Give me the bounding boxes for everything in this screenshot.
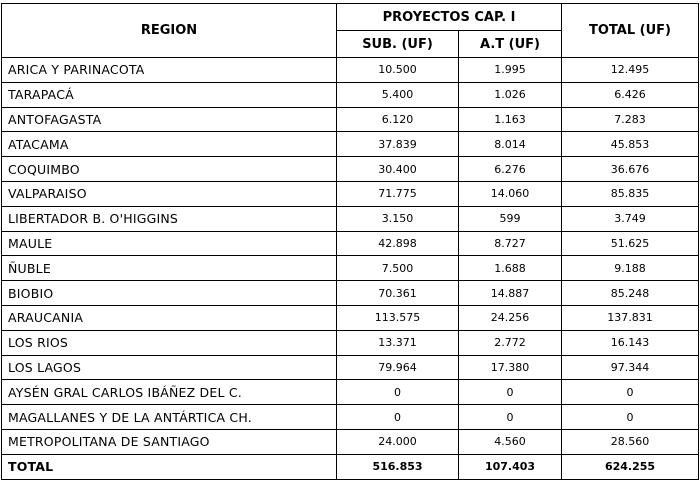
region-cell: VALPARAISO	[2, 181, 337, 206]
at-cell: 1.995	[459, 58, 562, 83]
total-cell: 12.495	[562, 58, 699, 83]
region-cell: ATACAMA	[2, 132, 337, 157]
total-cell: 9.188	[562, 256, 699, 281]
at-cell: 0	[459, 380, 562, 405]
region-cell: BIOBIO	[2, 281, 337, 306]
at-cell: 2.772	[459, 330, 562, 355]
header-region: REGION	[2, 4, 337, 58]
region-cell: TARAPACÁ	[2, 82, 337, 107]
region-cell: METROPOLITANA DE SANTIAGO	[2, 429, 337, 454]
header-proyectos-group: PROYECTOS CAP. I	[337, 4, 562, 31]
sub-cell: 79.964	[337, 355, 459, 380]
at-cell: 17.380	[459, 355, 562, 380]
header-total: TOTAL (UF)	[562, 4, 699, 58]
header-at: A.T (UF)	[459, 31, 562, 58]
sub-cell: 0	[337, 405, 459, 430]
total-cell: 85.835	[562, 181, 699, 206]
sub-cell: 0	[337, 380, 459, 405]
at-cell: 599	[459, 206, 562, 231]
sub-cell: 70.361	[337, 281, 459, 306]
sub-cell: 6.120	[337, 107, 459, 132]
sub-cell: 42.898	[337, 231, 459, 256]
table-body	[2, 58, 699, 480]
at-cell: 0	[459, 405, 562, 430]
region-cell: ARAUCANIA	[2, 305, 337, 330]
sub-cell: 516.853	[337, 454, 459, 479]
total-cell: 7.283	[562, 107, 699, 132]
sub-cell: 3.150	[337, 206, 459, 231]
total-cell: 6.426	[562, 82, 699, 107]
total-row	[2, 454, 699, 479]
sub-cell: 30.400	[337, 157, 459, 182]
at-cell: 6.276	[459, 157, 562, 182]
region-cell: LOS RIOS	[2, 330, 337, 355]
total-cell: 16.143	[562, 330, 699, 355]
at-cell: 14.060	[459, 181, 562, 206]
total-cell: 0	[562, 380, 699, 405]
at-cell: 8.727	[459, 231, 562, 256]
table-row	[2, 330, 699, 355]
table-row	[2, 256, 699, 281]
at-cell: 1.688	[459, 256, 562, 281]
table-row	[2, 231, 699, 256]
sub-cell: 113.575	[337, 305, 459, 330]
total-cell: 36.676	[562, 157, 699, 182]
total-cell: 51.625	[562, 231, 699, 256]
total-cell: 3.749	[562, 206, 699, 231]
sub-cell: 13.371	[337, 330, 459, 355]
sub-cell: 7.500	[337, 256, 459, 281]
region-cell: LIBERTADOR B. O'HIGGINS	[2, 206, 337, 231]
region-cell: COQUIMBO	[2, 157, 337, 182]
table-row	[2, 281, 699, 306]
region-cell: MAGALLANES Y DE LA ANTÁRTICA CH.	[2, 405, 337, 430]
table-row	[2, 181, 699, 206]
total-cell: 137.831	[562, 305, 699, 330]
region-cell: MAULE	[2, 231, 337, 256]
at-cell: 1.026	[459, 82, 562, 107]
table-row	[2, 429, 699, 454]
sub-cell: 5.400	[337, 82, 459, 107]
total-cell: 624.255	[562, 454, 699, 479]
table-row	[2, 405, 699, 430]
sub-cell: 24.000	[337, 429, 459, 454]
table-row	[2, 157, 699, 182]
total-cell: 0	[562, 405, 699, 430]
region-cell: AYSÉN GRAL CARLOS IBÁÑEZ DEL C.	[2, 380, 337, 405]
sub-cell: 10.500	[337, 58, 459, 83]
table-row	[2, 132, 699, 157]
table-row	[2, 355, 699, 380]
region-cell: TOTAL	[2, 454, 337, 479]
projects-table	[1, 3, 699, 480]
table-row	[2, 305, 699, 330]
region-cell: ARICA Y PARINACOTA	[2, 58, 337, 83]
table-row	[2, 58, 699, 83]
at-cell: 1.163	[459, 107, 562, 132]
table-row	[2, 380, 699, 405]
total-cell: 85.248	[562, 281, 699, 306]
table-row	[2, 82, 699, 107]
table-row	[2, 206, 699, 231]
region-cell: ANTOFAGASTA	[2, 107, 337, 132]
region-cell: LOS LAGOS	[2, 355, 337, 380]
at-cell: 8.014	[459, 132, 562, 157]
total-cell: 45.853	[562, 132, 699, 157]
header-sub: SUB. (UF)	[337, 31, 459, 58]
table-row	[2, 107, 699, 132]
sub-cell: 37.839	[337, 132, 459, 157]
at-cell: 14.887	[459, 281, 562, 306]
at-cell: 24.256	[459, 305, 562, 330]
total-cell: 28.560	[562, 429, 699, 454]
at-cell: 4.560	[459, 429, 562, 454]
sub-cell: 71.775	[337, 181, 459, 206]
total-cell: 97.344	[562, 355, 699, 380]
region-cell: ÑUBLE	[2, 256, 337, 281]
at-cell: 107.403	[459, 454, 562, 479]
